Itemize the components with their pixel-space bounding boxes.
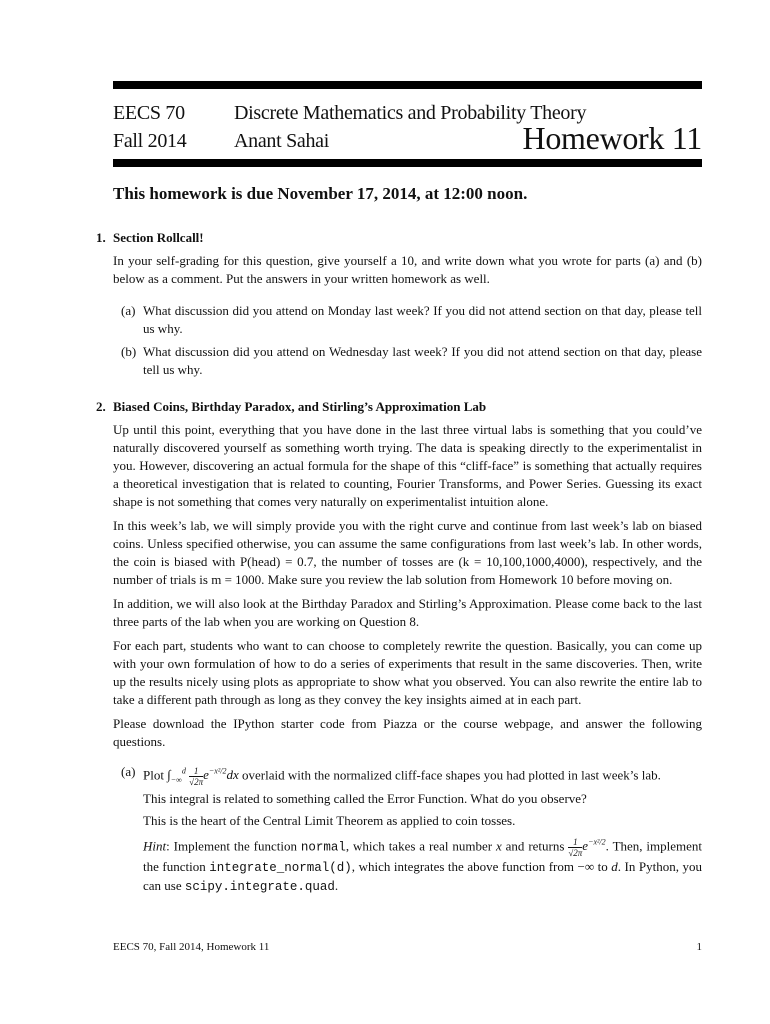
question-1-part-a: (a) What discussion did you attend on Monday last week? If you did not attend section on that day, please tell us why. — [121, 303, 702, 336]
header-rule-bottom — [113, 159, 702, 167]
homework-title: Homework 11 — [522, 120, 702, 156]
code-normal: normal — [300, 840, 346, 855]
question-1 — [96, 230, 702, 384]
paragraph: In addition, we will also look at the Birthday Paradox and Stirling’s Approximation. Please come back to the last three parts of the lab when you are working on Question 8. — [113, 596, 702, 629]
due-date: This homework is due November 17, 2014, at 12:00 noon. — [113, 184, 528, 203]
paragraph: For each part, students who want to can choose to completely rewrite the question. Basically, you can come up with your own formulation of how to do a series of experiments that result in the same discoveries. Then, write up the results nicely using plots as appropriate to show what you observed. You can also rewrite the entire lab to take a different path through as long as they convey the key insights aimed at in each part. — [113, 638, 702, 707]
question-2-heading — [96, 399, 702, 415]
normal-density-expression: $\frac{1}{√2\pi}$ $e^{-x^2/2}$ — [568, 836, 606, 858]
integral-expression: $\int_{-\infty}^d$ $\frac{1}{√2\pi}$ $e^{-x^2/2}dx$ — [167, 765, 239, 787]
paragraph: In this week’s lab, we will simply provide you with the right curve and continue from last week’s lab on biased coins. Unless specified otherwise, you can assume the same configurations from last week’s lab. In other words, the coin is biased with P(head) = 0.7, the number of tosses are (k = 10,100,1000,4000), respectively, and the number of trials is m = 1000. Make sure you review the lab solution from Homework 10 before moving on. — [113, 518, 702, 587]
course-term: Fall 2014 — [113, 130, 187, 152]
question-2 — [96, 399, 702, 901]
instructor-name: Anant Sahai — [234, 130, 330, 152]
code-scipy-quad: scipy.integrate.quad — [184, 879, 335, 894]
page-number: 1 — [696, 941, 702, 953]
question-2-part-a: (a) Plot $\int_{-\infty}^d$ $\frac{1}{√2\pi}$ $e^{-x^2/2}dx$ overlaid with the normalized cliff-face shapes you had plotted in last week’s lab. This integral is related to something called the Error Function. What do you observe? This is the heart of the Central Limit Theorem as applied to coin tosses. Hint: Implement the function normal, which takes a real number x and returns $\frac{1}{√2\pi}$ $e^{-x^2/2}$. Then, implement the function integrate_normal(d), which integrates the above function from −∞ to d. In Python, you can use scipy.integrate.quad. — [121, 764, 703, 894]
part-a-line-3: This is the heart of the Central Limit Theorem as applied to coin tosses. — [143, 812, 516, 828]
question-1-intro: In your self-grading for this question, give yourself a 10, and write down what you wrote for parts (a) and (b) below as a comment. Put the answers in your written homework as well. — [113, 253, 702, 286]
part-a-line-1: Plot $\int_{-\infty}^d$ $\frac{1}{√2\pi}$ $e^{-x^2/2}dx$ overlaid with the normalized cliff-face shapes you had plotted in last week’s lab. — [143, 765, 661, 787]
course-code: EECS 70 — [113, 102, 185, 124]
part-a-line-2: This integral is related to something called the Error Function. What do you observe? — [143, 790, 587, 806]
code-integrate-normal: integrate_normal(d) — [209, 860, 352, 875]
course-title: Discrete Mathematics and Probability Theory — [234, 102, 587, 124]
question-title: Section Rollcall! — [113, 230, 204, 245]
paragraph: Please download the IPython starter code from Piazza or the course webpage, and answer the following questions. — [113, 716, 702, 749]
question-1-heading — [96, 230, 702, 246]
footer-course-label: EECS 70, Fall 2014, Homework 11 — [113, 941, 270, 953]
question-number: 1. — [96, 230, 106, 245]
header-rule-top — [113, 81, 702, 89]
part-a-hint: Hint: Implement the function normal, which takes a real number x and returns $\frac{1}{√2\pi}$ $e^{-x^2/2}$. Then, implement the function integrate_normal(d), which integrates the above function from −∞ to d. In Python, you can use scipy.integrate.quad. — [143, 836, 703, 894]
question-1-part-b: (b) What discussion did you attend on Wednesday last week? If you did not attend section on that day, please tell us why. — [121, 344, 702, 377]
paragraph: Up until this point, everything that you have done in the last three virtual labs is something that you could’ve naturally discovered yourself as something worth trying. The data is speaking directly to the experimentalist in you. However, discovering an actual formula for the shape of this “cliff-face” is something that actually requires a theoretical investigation that is related to counting, Fourier Transforms, and Power Series. Guessing its exact shape is not something that comes very naturally on experimentalist intuition alone. — [113, 422, 702, 509]
question-title: Biased Coins, Birthday Paradox, and Stirling’s Approximation Lab — [113, 399, 487, 414]
question-number: 2. — [96, 399, 106, 414]
